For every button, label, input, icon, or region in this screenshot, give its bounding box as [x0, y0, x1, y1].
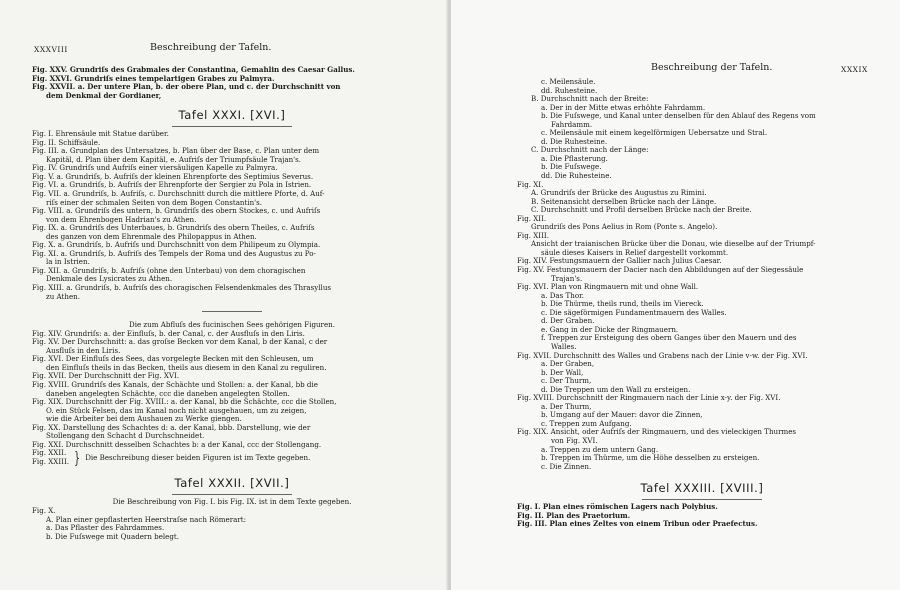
list-item: f. Treppen zur Ersteigung des obern Ganges über den Mauern und des — [541, 333, 797, 343]
fucinus-list — [32, 330, 432, 450]
page-number: XXXVIII — [34, 45, 68, 54]
list-item: c. Treppen zum Aufgang. — [541, 418, 632, 428]
list-item: Fig. XII. a. Grundriſs, b. Aufriſs (ohne den Unterbau) von dem choragischen — [32, 265, 306, 275]
list-item: c. Die sägeförmigen Fundamentmauern des Walles. — [541, 307, 727, 317]
list-item: la in Istrien. — [46, 257, 90, 267]
list-item: den Einfluſs theils in das Becken, theils aus diesem in den Kanal zu reguliren. — [46, 362, 327, 372]
list-item: a. Die Pflasterung. — [541, 153, 608, 163]
list-item: Fig. II. Plan des Praetorium. — [517, 510, 631, 520]
list-item: Fig. XI. a. Grundriſs, b. Aufriſs des Tempels der Roma und des Augustus zu Po- — [32, 248, 316, 258]
list-item: Fig. V. a. Grundriſs, b. Aufriſs der kleinen Ehrenpforte des Septimius Severus. — [32, 171, 314, 181]
list-item: Walles. — [551, 341, 577, 351]
list-item: a. Der Graben, — [541, 359, 595, 369]
brace-group — [32, 449, 432, 466]
list-item: b. Treppen im Thürme, um die Höhe desselben zu ersteigen. — [541, 453, 760, 463]
tafel-xxxiii-list — [517, 503, 887, 529]
list-item: Fig. VII. a. Grundriſs, b. Aufriſs, c. Durchschnitt durch die mittlere Pforte, d. Auf- — [32, 189, 325, 199]
list-item: Fig. XVI. Der Einfluſs des Sees, das vorgelegte Becken mit den Schleusen, um — [32, 354, 314, 364]
list-item: b. Der Wall, — [541, 367, 584, 377]
brace-text: Die Beschreibung dieser beiden Figuren ist im Texte gegeben. — [85, 452, 311, 462]
list-item: Trajan's. — [551, 273, 583, 283]
list-item: b. Die Fuſswege, und Kanal unter denselben für den Ablauf des Regens vom — [541, 111, 816, 121]
list-item: Fig. XIII. — [517, 230, 549, 240]
list-item: Fig. XIV. Grundriſs: a. der Einfluſs, b. der Canal, c. der Ausfluſs in den Liris. — [32, 328, 305, 338]
fig-label: Fig. XXIII. — [32, 456, 70, 466]
section-heading-tafel-xxxiii: Tafel XXXIII. [XVIII.] — [640, 481, 764, 496]
list-item: a. Der Thurm, — [541, 401, 592, 411]
list-item: Fig. III. a. Grundplan des Untersatzes, b. Plan über der Base, c. Plan unter dem — [32, 146, 320, 156]
list-item: B. Durchschnitt nach der Breite: — [531, 94, 649, 104]
list-item: Fig. XVIII. Durchschnitt der Ringmauern nach der Linie x-y. der Fig. XVI. — [517, 393, 781, 403]
list-item: Fig. I. Plan eines römischen Lagers nach Polybius. — [517, 502, 718, 512]
list-item: Fig. XXVI. Grundriſs eines tempelartigen Grabes zu Palmyra. — [32, 73, 275, 83]
divider — [172, 126, 292, 127]
left-page — [0, 0, 449, 590]
list-item: e. Gang in der Dicke der Ringmauern. — [541, 324, 679, 334]
list-item: c. Der Thurm, — [541, 376, 592, 386]
list-item: des ganzen von dem Ehrenmale des Philopappus in Athen. — [46, 231, 257, 241]
list-item: Fig. VIII. a. Grundriſs des untern, b. Grundriſs des obern Stockes, c. und Aufriſs — [32, 206, 321, 216]
section-heading-tafel-xxxi: Tafel XXXI. [XVI.] — [178, 108, 286, 123]
list-item: säule dieses Kaisers in Relief dargestellt vorkommt. — [541, 247, 729, 257]
list-item: dd. Die Ruhesteine. — [541, 171, 612, 181]
list-item: zu Athen. — [46, 291, 81, 301]
list-item: Fig. XI. — [517, 179, 544, 189]
brace-labels — [32, 449, 69, 466]
list-item: Grundriſs des Pons Aelius in Rom (Ponte s. Angelo). — [531, 222, 718, 232]
list-item: daneben angelegten Schächte, ccc die daneben angelegten Stollen. — [46, 388, 290, 398]
list-item: wie die Arbeiter bei dem Aushauen zu Werke giengen. — [46, 414, 242, 424]
list-item: dd. Ruhesteine. — [541, 85, 598, 95]
list-item: Ausfluſs in den Liris. — [46, 345, 121, 355]
fucinus-heading: Die zum Abfluſs des fucinischen Sees gehörigen Figuren. — [129, 320, 335, 330]
list-item: C. Durchschnitt nach der Länge: — [531, 145, 649, 155]
list-item: Fahrdamm. — [551, 119, 593, 129]
list-item: Fig. XV. Der Durchschnitt: a. das groſse Becken vor dem Kanal, b der Kanal, c der — [32, 337, 328, 347]
tafel-xxxi-list — [32, 130, 432, 301]
fig-label: Fig. XXII. — [32, 448, 67, 458]
list-item: Fig. XV. Festungsmauern der Dacier nach den Abbildungen auf der Siegessäule — [517, 265, 804, 275]
tafel-xxxii-intro: Die Beschreibung von Fig. I. bis Fig. IX. ist in dem Texte gegeben. — [112, 497, 352, 507]
right-list — [517, 78, 887, 471]
list-item: Fig. XX. Darstellung des Schachtes d: a. der Kanal, bbb. Darstellung, wie der — [32, 422, 311, 432]
brace-glyph: } — [74, 447, 81, 467]
list-item: A. Grundriſs der Brücke des Augustus zu Rimini. — [531, 188, 707, 198]
list-item: Fig. XIII. a. Grundriſs, b. Aufriſs des choragischen Felsendenkmales des Thrasyllus — [32, 283, 332, 293]
list-item: Stollengang den Schacht d Durchschneidet. — [46, 431, 205, 441]
list-item: b. Umgang auf der Mauer: davor die Zinnen, — [541, 410, 703, 420]
list-item: Fig. IX. a. Grundriſs des Unterbaues, b. Grundriſs des obern Theiles, c. Aufriſs — [32, 223, 315, 233]
list-item: Fig. XIX. Ansicht, oder Aufriſs der Ringmauern, und des vieleckigen Thurmes — [517, 427, 797, 437]
list-item: Fig. IV. Grundriſs und Aufriſs einer viersäuligen Kapelle zu Palmyra. — [32, 163, 278, 173]
list-item: Fig. XII. — [517, 213, 547, 223]
list-item: c. Meilensäule mit einem kegelförmigen Uebersatze und Stral. — [541, 128, 768, 138]
list-item: B. Seitenansicht derselben Brücke nach der Länge. — [531, 196, 717, 206]
list-item: Fig. XVIII. Grundriſs des Kanals, der Schächte und Stollen: a. der Kanal, bb die — [32, 379, 318, 389]
list-item: b. Die Fuſswege mit Quadern belegt. — [46, 531, 180, 541]
list-item: A. Plan einer gepflasterten Heerstraſse nach Römerart: — [46, 514, 246, 524]
list-item: Kapitäl, d. Plan über dem Kapitäl, e. Aufriſs der Triumpfsäule Trajan's. — [46, 154, 302, 164]
list-item: Fig. XVI. Plan von Ringmauern mit und ohne Wall. — [517, 282, 699, 292]
list-item: Fig. XVII. Durchschnitt des Walles und Grabens nach der Linie v-w. der Fig. XVI. — [517, 350, 808, 360]
divider — [202, 311, 262, 312]
list-item: Fig. VI. a. Grundriſs, b. Aufriſs der Ehrenpforte der Sergier zu Pola in Istrien. — [32, 180, 312, 190]
list-item: riſs einer der schmalen Seiten von dem Bogen Constantin's. — [46, 197, 263, 207]
list-item: d. Der Graben. — [541, 316, 595, 326]
list-item: von dem Ehrenbogen Hadrian's zu Athen. — [46, 214, 197, 224]
tafel-xxxii-list — [32, 516, 432, 542]
list-item: Fig. X. a. Grundriſs, b. Aufriſs und Durchschnitt von dem Philipeum zu Olympia. — [32, 240, 321, 250]
list-item: dem Denkmal der Gordianer, — [46, 90, 162, 100]
list-item: c. Meilensäule. — [541, 77, 596, 86]
intro-block — [32, 66, 432, 100]
list-item: c. Die Zinnen. — [541, 461, 592, 471]
list-item: a. Das Thor. — [541, 290, 584, 300]
list-item: von Fig. XVI. — [551, 435, 598, 445]
list-item: Fig. XIX. Durchschnitt der Fig. XVIII.: a. der Kanal, bb die Schächte, ccc die Stollen, — [32, 397, 337, 407]
list-item: b. Die Fuſswege. — [541, 162, 602, 172]
list-item: Ansicht der traianischen Brücke über die Donau, wie dieselbe auf der Triumpf- — [531, 239, 816, 249]
divider — [642, 499, 762, 500]
list-item: Fig. XIV. Festungsmauern der Gallier nach Julius Caesar. — [517, 256, 722, 266]
list-item: a. Der in der Mitte etwas erhöhte Fahrdamm. — [541, 102, 706, 112]
page-number: XXXIX — [841, 65, 868, 74]
list-item: a. Das Pflaster des Fahrdammes. — [46, 523, 165, 533]
running-title: Beschreibung der Tafeln. — [651, 62, 773, 73]
list-item: Fig. I. Ehrensäule mit Statue darüber. — [32, 129, 169, 139]
list-item: Fig. XXV. Grundriſs des Grabmales der Constantina, Gemahlin des Caesar Gallus. — [32, 65, 355, 74]
list-item: Fig. XXVII. a. Der untere Plan, b. der obere Plan, und c. der Durchschnitt von — [32, 82, 341, 92]
list-item: b. Die Thürme, theils rund, theils im Viereck. — [541, 299, 704, 309]
fig-label: Fig. X. — [32, 505, 56, 515]
list-item: C. Durchschnitt und Profil derselben Brücke nach der Breite. — [531, 205, 752, 215]
right-page — [451, 0, 900, 590]
list-item: a. Treppen zu dem untern Gang. — [541, 444, 659, 454]
list-item: Fig. III. Plan eines Zeltes von einem Tribun oder Praefectus. — [517, 519, 758, 529]
running-title: Beschreibung der Tafeln. — [150, 42, 272, 53]
list-item: Fig. II. Schiffsäule. — [32, 137, 101, 147]
list-item: Fig. XVII. Der Durchschnitt der Fig. XVI. — [32, 371, 180, 381]
section-heading-tafel-xxxii: Tafel XXXII. [XVII.] — [174, 476, 290, 491]
list-item: O. ein Stück Felsen, das im Kanal noch nicht ausgehauen, um zu zeigen, — [46, 405, 307, 415]
right-content — [517, 78, 887, 529]
list-item: d. Die Treppen um den Wall zu ersteigen. — [541, 384, 691, 394]
divider — [172, 494, 292, 495]
left-content — [32, 66, 432, 541]
list-item: Denkmale des Lysicrates zu Athen. — [46, 274, 173, 284]
list-item: d. Die Ruhesteine. — [541, 136, 608, 146]
list-item: Fig. XXI. Durchschnitt desselben Schachtes b: a der Kanal, ccc der Stollengang. — [32, 439, 322, 449]
